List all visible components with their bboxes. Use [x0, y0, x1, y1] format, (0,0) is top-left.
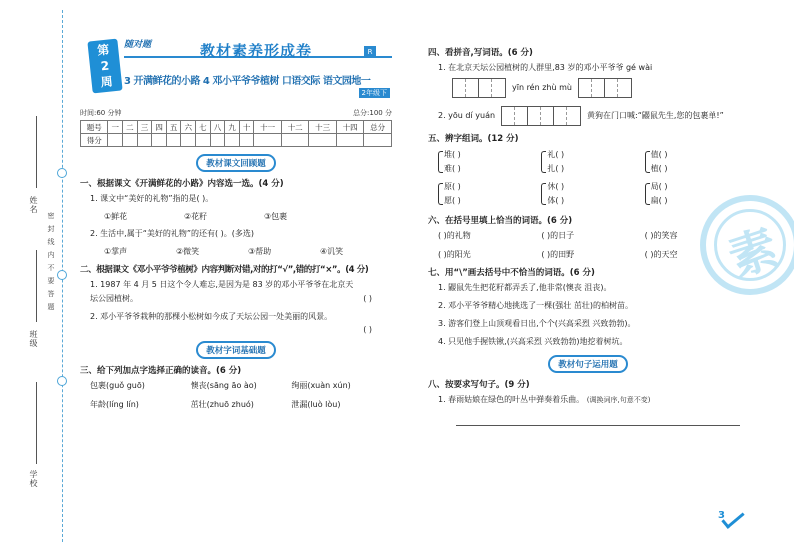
char-pair: 礼( ) 扎( )	[541, 148, 644, 176]
score-cell[interactable]	[196, 134, 211, 147]
pinyin-choice[interactable]: 绚丽(xuàn xún)	[291, 381, 351, 390]
score-cell[interactable]	[123, 134, 138, 147]
pinyin-choices	[90, 380, 392, 410]
total-score: 总分:100 分	[353, 109, 392, 117]
name-label: 姓名	[29, 196, 38, 214]
header-banner	[80, 36, 392, 98]
watermark-seal: 素	[700, 195, 794, 295]
score-cell[interactable]	[166, 134, 181, 147]
question-2-title: 二、根据课文《邓小平爷爷植树》内容判断对错,对的打“√”,错的打“×”。(4 分)	[80, 265, 369, 275]
char-pair: 原( ) 愿( )	[438, 180, 541, 208]
score-row-label: 得分	[81, 134, 108, 147]
question-6-title: 六、在括号里填上恰当的词语。(6 分)	[428, 216, 573, 226]
question-7-item[interactable]: 4. 只见他手握铁锹,(兴高采烈 兴致勃勃)地挖着树坑。	[438, 337, 628, 346]
edition-mark: R	[364, 46, 376, 58]
fill-blank[interactable]: ( )的日子	[541, 231, 575, 240]
binding-hole	[57, 168, 67, 178]
char-pairs	[438, 148, 748, 208]
question-2-item-1: 1. 1987 年 4 月 5 日这个令人难忘,是因为是 83 岁的邓小平爷爷在北京天	[90, 280, 354, 289]
question-2-item-2: 2. 邓小平爷爷栽种的那棵小松树如今成了天坛公园一处美丽的风景。	[90, 312, 333, 321]
writing-box[interactable]	[452, 78, 506, 98]
score-header-cell: 四	[152, 121, 167, 134]
answer-paren[interactable]: ( )	[363, 294, 372, 303]
score-header-cell: 十	[239, 121, 254, 134]
question-7-item[interactable]: 3. 游客们登上山顶观看日出,个个(兴高采烈 兴致勃勃)。	[438, 319, 636, 328]
score-header-cell: 六	[181, 121, 196, 134]
pinyin-choice[interactable]: 茁壮(zhuō zhuó)	[190, 400, 254, 409]
seal-warning: 密封线内不要答题	[47, 212, 55, 316]
fill-blank[interactable]: ( )的笑容	[644, 231, 678, 240]
score-cell[interactable]	[108, 134, 123, 147]
writing-box[interactable]	[578, 78, 632, 98]
score-cell[interactable]	[152, 134, 167, 147]
score-cell[interactable]	[239, 134, 254, 147]
fill-blank[interactable]: ( )的天空	[644, 250, 678, 259]
fill-blank[interactable]: ( )的礼物	[438, 231, 471, 240]
char-pair: 堆( ) 难( )	[438, 148, 541, 176]
school-field-line[interactable]	[36, 382, 37, 464]
score-cell[interactable]	[336, 134, 363, 147]
score-cell[interactable]	[364, 134, 392, 147]
score-cell[interactable]	[225, 134, 240, 147]
score-header-cell: 十一	[254, 121, 281, 134]
week-badge: 第 2 周	[87, 39, 122, 94]
writing-box[interactable]	[501, 106, 581, 126]
paper-title: 教材素养形成卷	[200, 42, 313, 60]
question-7-item[interactable]: 1. 鼹鼠先生把花籽都弄丢了,他非常(懊丧 沮丧)。	[438, 283, 612, 292]
score-header-cell: 总分	[364, 121, 392, 134]
score-header-cell: 八	[210, 121, 225, 134]
score-header-cell: 九	[225, 121, 240, 134]
pinyin-choice[interactable]: 包裹(guǒ guō)	[90, 381, 145, 390]
score-value-row	[81, 134, 392, 147]
time-limit: 时间:60 分钟	[80, 109, 122, 117]
score-header-cell: 二	[123, 121, 138, 134]
score-header-cell: 一	[108, 121, 123, 134]
score-header-cell: 三	[137, 121, 152, 134]
score-header-cell: 五	[166, 121, 181, 134]
exam-meta	[80, 108, 392, 118]
question-1-item-2-options: ①掌声 ②微笑 ③帮助 ④讥笑	[104, 247, 344, 256]
class-label: 班级	[29, 330, 38, 348]
question-1-item-2: 2. 生活中,属于“美好的礼物”的还有( )。(多选)	[90, 229, 255, 238]
name-field-line[interactable]	[36, 116, 37, 188]
question-8-title: 八、按要求写句子。(9 分)	[428, 380, 530, 390]
question-1-title: 一、根据课文《开满鲜花的小路》内容选一选。(4 分)	[80, 179, 284, 189]
score-header-cell: 十二	[281, 121, 308, 134]
question-1-item-1: 1. 课文中“美好的礼物”指的是( )。	[90, 194, 214, 203]
question-8-item-1: 1. 春雨姑娘在绿色的叶丛中弹奏着乐曲。 (调换词序,句意不变)	[438, 395, 651, 404]
score-cell[interactable]	[281, 134, 308, 147]
binding-hole	[57, 270, 67, 280]
score-header-cell: 十三	[309, 121, 336, 134]
score-table	[80, 120, 392, 147]
score-header-cell: 题号	[81, 121, 108, 134]
score-cell[interactable]	[181, 134, 196, 147]
question-4-item-1: 1. 在北京天坛公园植树的人群里,83 岁的邓小平爷爷 gé wài	[438, 63, 653, 72]
score-cell[interactable]	[254, 134, 281, 147]
score-cell[interactable]	[137, 134, 152, 147]
fill-blank[interactable]: ( )的田野	[541, 250, 575, 259]
school-label: 学校	[29, 470, 38, 488]
fill-blank[interactable]: ( )的阳光	[438, 250, 471, 259]
question-5-title: 五、辨字组词。(12 分)	[428, 134, 519, 144]
question-7-title: 七、用“\”画去括号中不恰当的词语。(6 分)	[428, 268, 595, 278]
grade-badge: 2年级下	[359, 88, 390, 98]
question-3-title: 三、给下列加点字选择正确的读音。(6 分)	[80, 366, 242, 376]
binding-strip	[0, 0, 70, 552]
left-column	[80, 36, 392, 410]
header-tag: 随对题	[124, 40, 152, 50]
question-7-item[interactable]: 2. 邓小平爷爷精心地挑选了一棵(强壮 茁壮)的柏树苗。	[438, 301, 633, 310]
question-4-title: 四、看拼音,写词语。(6 分)	[428, 48, 533, 58]
section-badge: 教材句子运用题	[428, 355, 748, 373]
question-2-item-1-cont: 坛公园植树。 ( )	[90, 294, 372, 303]
section-badge: 教材字词基础题	[80, 341, 392, 359]
question-1-item-1-options: ①鲜花 ②花籽 ③包裹	[104, 212, 288, 221]
pinyin-choice[interactable]: 年龄(líng lín)	[90, 400, 139, 409]
answer-paren[interactable]: ( )	[363, 325, 372, 334]
class-field-line[interactable]	[36, 250, 37, 322]
page-number: 3	[718, 510, 725, 521]
score-cell[interactable]	[210, 134, 225, 147]
right-column	[428, 42, 748, 426]
char-pair: 局( ) 扁( )	[645, 180, 748, 208]
question-4-item-2: 2. yōu dí yuán 黄狗在门口喊:“鼹鼠先生,您的包裹单!”	[438, 106, 748, 126]
section-badge: 教材课文回顾题	[80, 154, 392, 172]
score-header-row	[81, 121, 392, 134]
score-header-cell: 十四	[336, 121, 363, 134]
pinyin-choice[interactable]: 泄漏(luò lòu)	[291, 400, 341, 409]
pinyin-choice[interactable]: 懊丧(sāng āo ào)	[190, 381, 257, 390]
question-4-item-1-boxes: yīn rén zhù mù	[452, 78, 748, 98]
score-cell[interactable]	[309, 134, 336, 147]
char-pair: 值( ) 植( )	[645, 148, 748, 176]
paper-subtitle: 3 开满鲜花的小路 4 邓小平爷爷植树 口语交际 语文园地一	[124, 76, 371, 87]
score-header-cell: 七	[196, 121, 211, 134]
answer-line[interactable]	[456, 414, 740, 426]
binding-hole	[57, 376, 67, 386]
char-pair: 休( ) 体( )	[541, 180, 644, 208]
